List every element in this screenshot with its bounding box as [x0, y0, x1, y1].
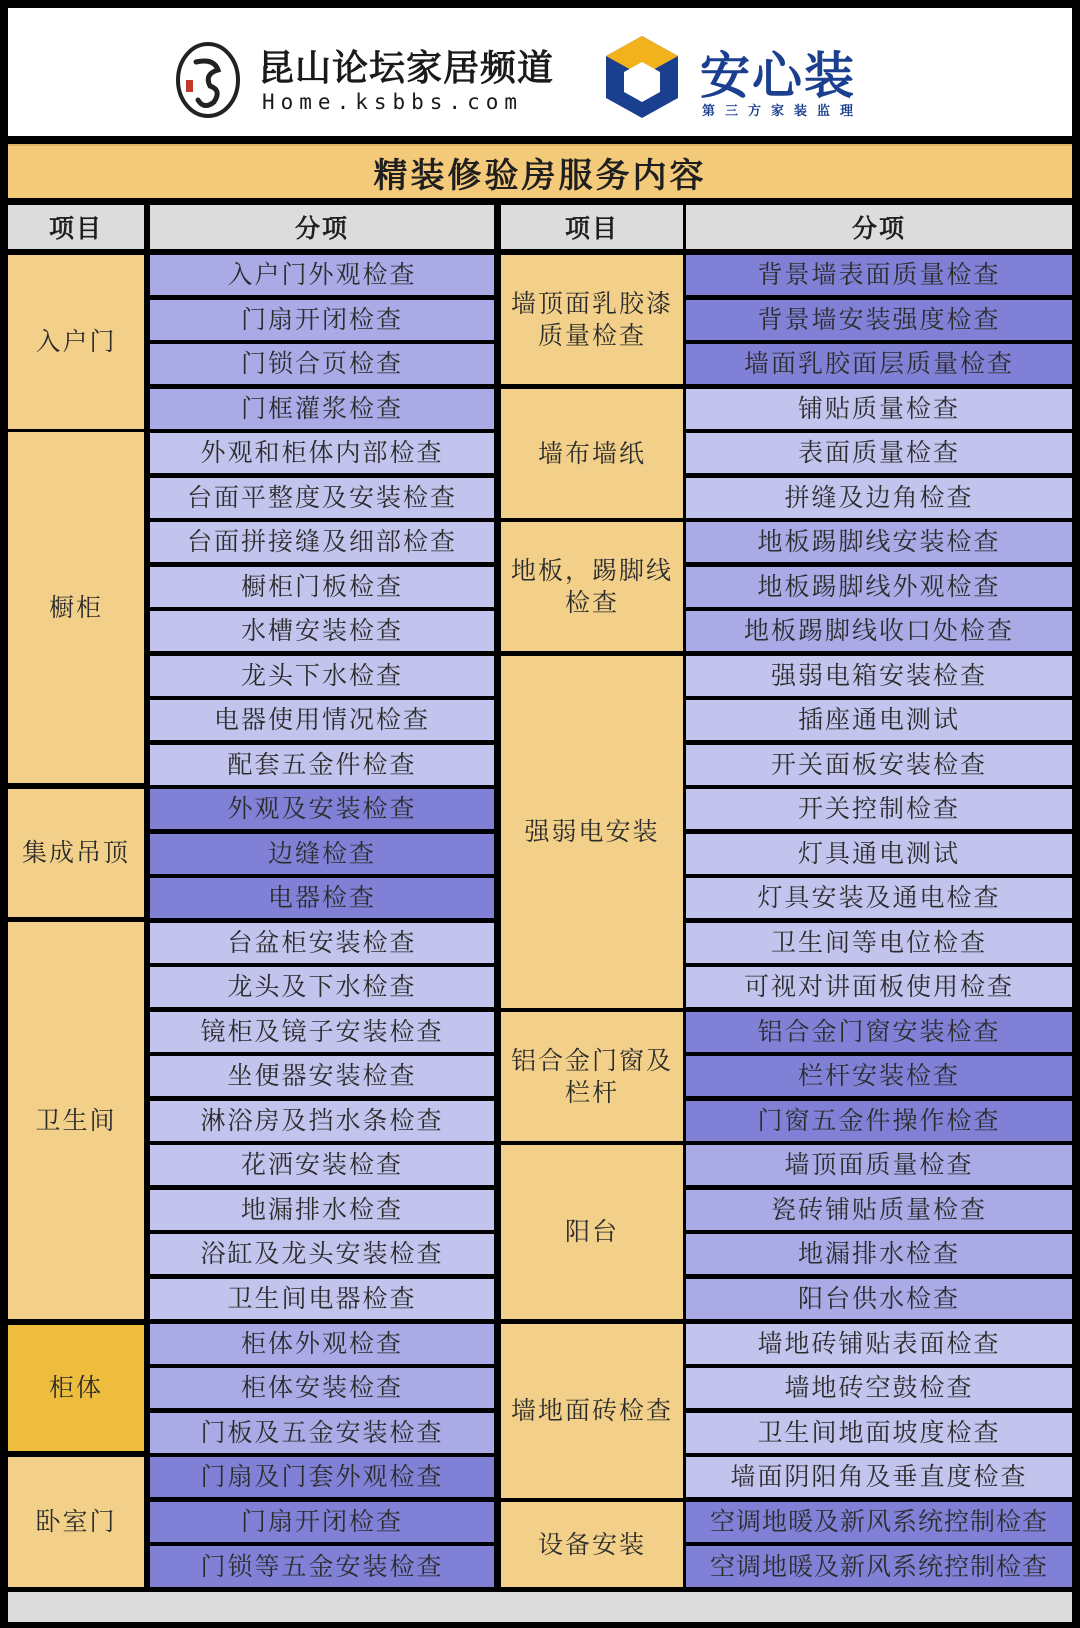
- left-group-bedroom-door: 卧室门: [8, 1457, 144, 1587]
- logo1-url: Home.ksbbs.com: [262, 90, 524, 114]
- left-row: 门框灌浆检查: [150, 389, 494, 429]
- right-row: 墙顶面质量检查: [686, 1145, 1072, 1185]
- right-row: 空调地暖及新风系统控制检查: [686, 1502, 1072, 1542]
- left-row: 入户门外观检查: [150, 255, 494, 295]
- right-row: 地漏排水检查: [686, 1234, 1072, 1274]
- left-row: 配套五金件检查: [150, 745, 494, 785]
- footer-bar: [8, 1592, 1072, 1622]
- left-row: 台盆柜安装检查: [150, 923, 494, 963]
- right-row: 卫生间地面坡度检查: [686, 1413, 1072, 1453]
- right-row: 阳台供水检查: [686, 1279, 1072, 1319]
- left-row: 浴缸及龙头安装检查: [150, 1234, 494, 1274]
- right-row: 地板踢脚线收口处检查: [686, 611, 1072, 651]
- left-row: 镜柜及镜子安装检查: [150, 1012, 494, 1052]
- page-title: 精装修验房服务内容: [8, 144, 1072, 198]
- left-row: 柜体外观检查: [150, 1324, 494, 1364]
- right-row: 墙面阴阳角及垂直度检查: [686, 1457, 1072, 1497]
- header-banner: [8, 8, 1072, 136]
- left-row: 水槽安装检查: [150, 611, 494, 651]
- left-group-bathroom: 卫生间: [8, 922, 144, 1319]
- left-row: 电器使用情况检查: [150, 700, 494, 740]
- right-row: 灯具通电测试: [686, 834, 1072, 874]
- right-group-equipment: 设备安装: [501, 1502, 683, 1587]
- right-group-wall-paint: 墙顶面乳胶漆质量检查: [501, 255, 683, 384]
- logo2-title: 安心装: [700, 47, 856, 105]
- left-row: 门扇开闭检查: [150, 300, 494, 340]
- right-row: 拼缝及边角检查: [686, 478, 1072, 518]
- left-group-cabinet: 橱柜: [8, 432, 144, 783]
- column-header-sub-left: 分项: [150, 205, 494, 249]
- left-group-ceiling: 集成吊顶: [8, 789, 144, 917]
- right-row: 铺贴质量检查: [686, 389, 1072, 429]
- left-group-entry-door: 入户门: [8, 255, 144, 429]
- left-row: 地漏排水检查: [150, 1190, 494, 1230]
- left-row: 门扇及门套外观检查: [150, 1457, 494, 1497]
- right-row: 地板踢脚线安装检查: [686, 522, 1072, 562]
- left-row: 外观和柜体内部检查: [150, 433, 494, 473]
- left-row: 门板及五金安装检查: [150, 1413, 494, 1453]
- right-row: 空调地暖及新风系统控制检查: [686, 1546, 1072, 1587]
- left-row: 橱柜门板检查: [150, 567, 494, 607]
- left-row: 柜体安装检查: [150, 1368, 494, 1408]
- column-header-item-right: 项目: [501, 205, 683, 249]
- left-row: 边缝检查: [150, 834, 494, 874]
- anxinzhuang-logo: [600, 30, 900, 126]
- right-row: 卫生间等电位检查: [686, 923, 1072, 963]
- logo1-title: 昆山论坛家居频道: [258, 48, 555, 89]
- right-row: 墙地砖空鼓检查: [686, 1368, 1072, 1408]
- right-group-electrical: 强弱电安装: [501, 656, 683, 1008]
- column-header-sub-right: 分项: [686, 205, 1072, 249]
- hexagon-house-icon: [602, 32, 682, 122]
- left-row: 门扇开闭检查: [150, 1502, 494, 1542]
- right-group-windows: 铝合金门窗及栏杆: [501, 1012, 683, 1141]
- left-row: 龙头下水检查: [150, 656, 494, 696]
- right-row: 铝合金门窗安装检查: [686, 1012, 1072, 1052]
- right-row: 背景墙安装强度检查: [686, 300, 1072, 340]
- left-row: 卫生间电器检查: [150, 1279, 494, 1319]
- left-row: 电器检查: [150, 878, 494, 918]
- right-group-wallpaper: 墙布墙纸: [501, 389, 683, 518]
- right-row: 强弱电箱安装检查: [686, 656, 1072, 696]
- right-row: 插座通电测试: [686, 700, 1072, 740]
- left-row: 外观及安装检查: [150, 789, 494, 829]
- right-row: 开关控制检查: [686, 789, 1072, 829]
- right-row: 地板踢脚线外观检查: [686, 567, 1072, 607]
- right-group-tiles: 墙地面砖检查: [501, 1324, 683, 1498]
- right-group-balcony: 阳台: [501, 1145, 683, 1319]
- logo2-subtitle: 第三方家装监理: [702, 104, 864, 119]
- right-row: 墙面乳胶面层质量检查: [686, 344, 1072, 384]
- right-row: 灯具安装及通电检查: [686, 878, 1072, 918]
- right-group-flooring: 地板，踢脚线检查: [501, 522, 683, 651]
- left-group-casework: 柜体: [8, 1325, 144, 1451]
- right-row: 背景墙表面质量检查: [686, 255, 1072, 295]
- right-row: 瓷砖铺贴质量检查: [686, 1190, 1072, 1230]
- column-header-item-left: 项目: [8, 205, 144, 249]
- ksbbs-logo: [166, 34, 555, 124]
- right-row: 墙地砖铺贴表面检查: [686, 1324, 1072, 1364]
- right-row: 门窗五金件操作检查: [686, 1101, 1072, 1141]
- left-row: 门锁合页检查: [150, 344, 494, 384]
- left-row: 台面平整度及安装检查: [150, 478, 494, 518]
- left-row: 龙头及下水检查: [150, 967, 494, 1007]
- left-row: 淋浴房及挡水条检查: [150, 1101, 494, 1141]
- left-row: 坐便器安装检查: [150, 1056, 494, 1096]
- left-row: 门锁等五金安装检查: [150, 1546, 494, 1587]
- right-row: 开关面板安装检查: [686, 745, 1072, 785]
- right-row: 栏杆安装检查: [686, 1056, 1072, 1096]
- right-row: 表面质量检查: [686, 433, 1072, 473]
- brush-circle-icon: [174, 40, 242, 120]
- left-row: 台面拼接缝及细部检查: [150, 522, 494, 562]
- right-row: 可视对讲面板使用检查: [686, 967, 1072, 1007]
- left-row: 花洒安装检查: [150, 1145, 494, 1185]
